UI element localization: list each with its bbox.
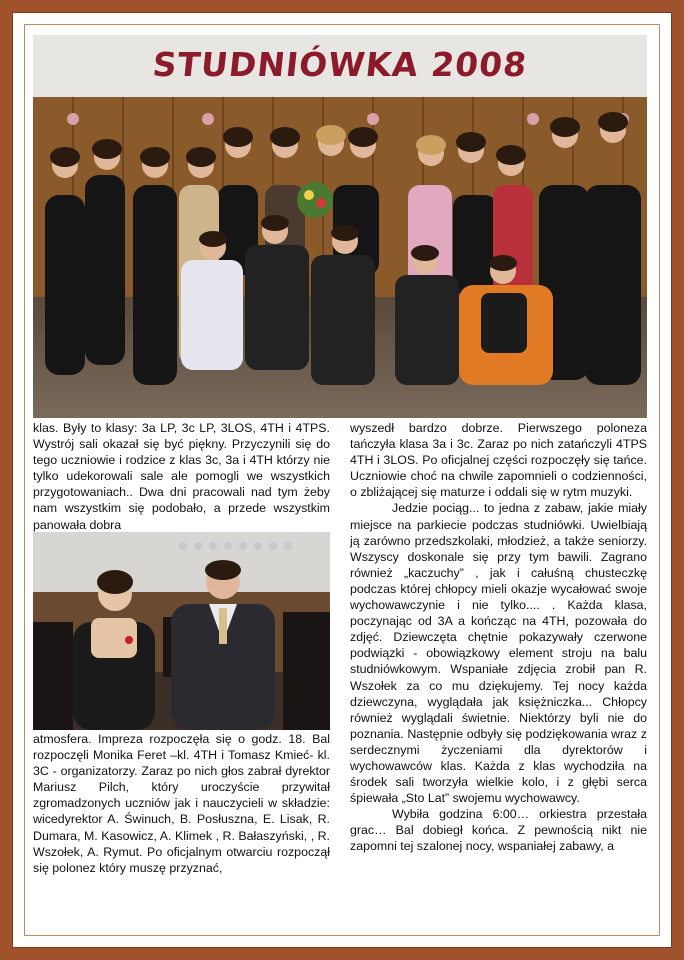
paragraph: klas. Były to klasy: 3a LP, 3c LP, 3LOS, 4TH i 4TPS. Wystrój sali okazał się być piękny. Przyczynili się do tego uczniowie i rodzice z klas 3c, 3a i 4TH którzy nie tylko udekorowali sale ale pomogli we wszystkich przygotowaniach.. Dwa dni pracowali nad tym żeby nam wszystkim się podobało, a przede wszystkim panowała dobra	[33, 421, 330, 532]
couple-photo	[33, 532, 330, 730]
article-column-right	[350, 420, 647, 855]
paragraph: Jedzie pociąg... to jedna z zabaw, jakie miały miejsce na parkiecie podczas studniówki. Uwielbiają ją zarówno przedszkolaki, młodzież, a także seniorzy. Wszyscy doskonale się przy tym bawili. Zagrano również „kaczuchy” , jak i całuśną chusteczkę podczas której chłopcy mieli okazje wycałować swoje wychowawczynie i nie tylko.... . Każda klasa, poczynając od 3A a kończąc na 4TH, pozowała do zdjęć. Dziewczęta chętnie pokazywały czerwone podwiązki - obowiązkowy element stroju na balu studniówkowym. Wspaniałe zdjęcia zrobił pan R. Wszołek za co mu dziękujemy. Tej nocy każda dziewczyna, wyglądała jak księżniczka... Chłopcy również wyglądali świetnie. Niektórzy byli nie do poznania. Następnie odbyły się podziękowania wraz z serdecznymi życzeniami dla dyrektorów i wychowawców klas. Każda z klas wychodziła na środek sali tworzyła wielkie kolo, i z głębi serca śpiewała „Sto Lat” swojemu wychowawcy.	[350, 501, 647, 806]
banner-title: STUDNIÓWKA 2008	[150, 45, 530, 84]
group-photo	[33, 35, 647, 418]
article-column-left-bottom	[33, 731, 330, 876]
couple-photo-illustration	[33, 532, 330, 730]
paragraph: atmosfera. Impreza rozpoczęła się o godz. 18. Bal rozpoczęli Monika Feret –kl. 4TH i Tomasz Kmieć- kl. 3C - organizatorzy. Zaraz po nich głos zabrał dyrektor Mariusz Pilch, który uroczyście przywitał zgromadzonych uczniów jak i nauczycieli w składzie: wicedyrektor A. Świnuch, B. Posłuszna, E. Lisak, R. Dumara, M. Kasowicz, A. Klimek , R. Bałaszyński, , R. Wszołek, A. Rymut. Po oficjalnym otwarciu rozpoczął się polonez który muszę przyznać,	[33, 732, 330, 875]
article-column-left-top	[33, 420, 330, 533]
paragraph: wyszedł bardzo dobrze. Pierwszego poloneza tańczyła klasa 3a i 3c. Zaraz po nich zatańczyli 4TPS 4TH i 3LOS. Po oficjalnej części rozpoczęły się tańce. Uczniowie choć na chwile zapomnieli o codzienności, o zbliżającej się maturze i oddali się w rytm muzyki.	[350, 421, 647, 500]
group-photo-illustration	[33, 35, 647, 418]
paragraph: Wybiła godzina 6:00… orkiestra przestała grac… Bal dobiegł końca. Z pewnością nikt nie zapomni tej szalonej nocy, wspaniałej zabawy, a	[350, 807, 647, 854]
